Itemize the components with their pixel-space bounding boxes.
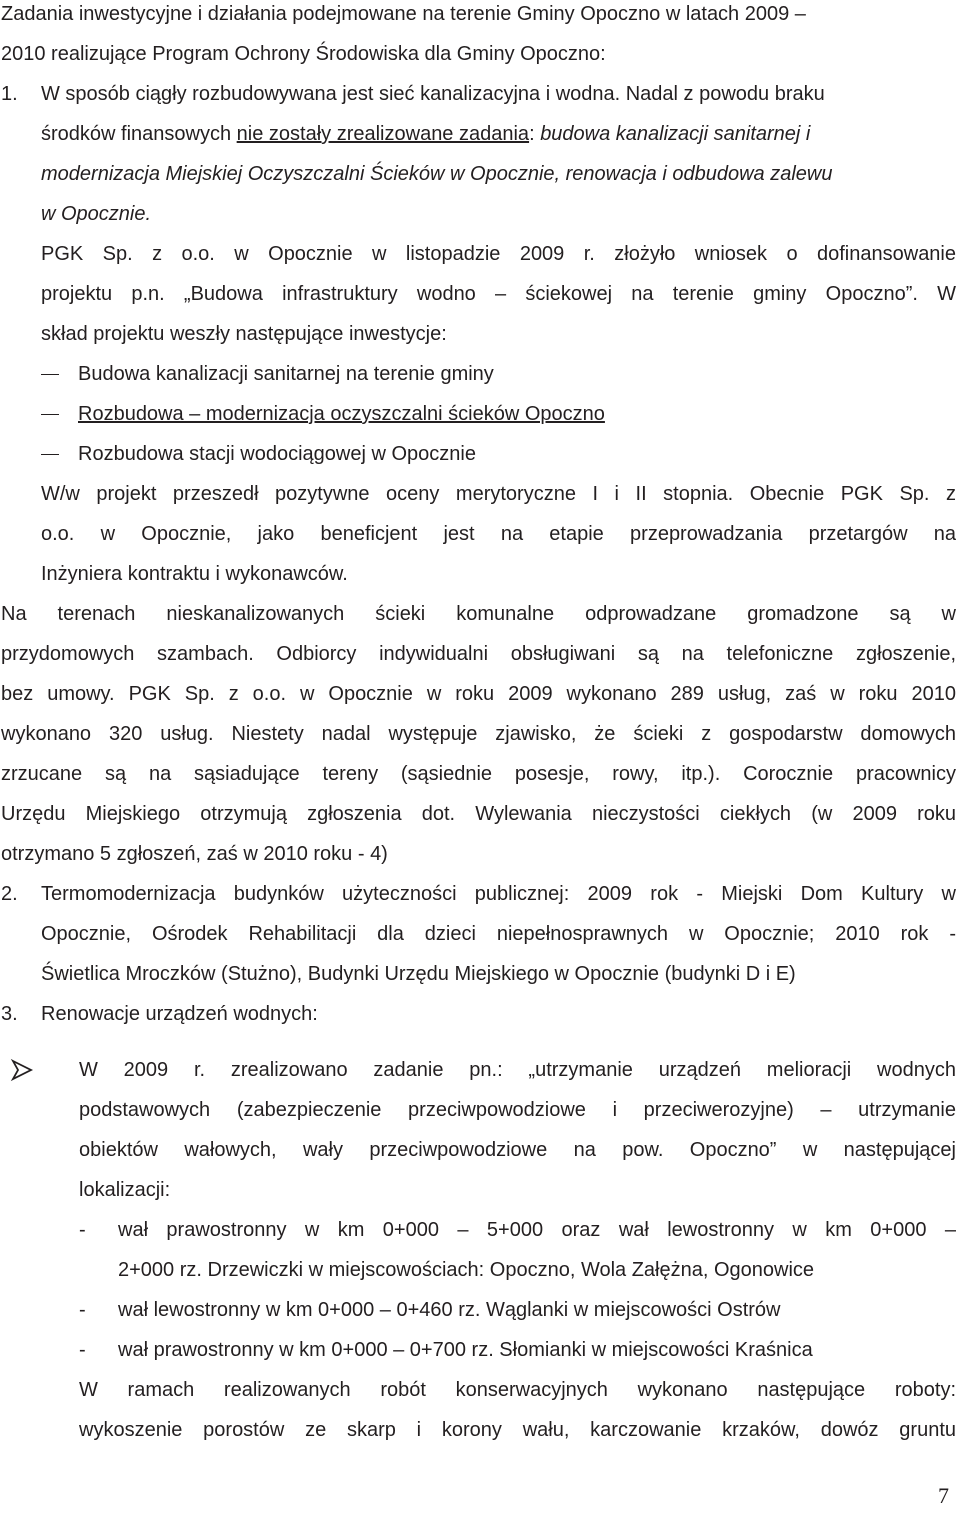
dash-marker-3: [41, 454, 59, 455]
item-1-line-2-d: budowa kanalizacji sanitarnej i: [540, 123, 811, 145]
item-1-line-6: projektu p.n. „Budowa infrastruktury wodno – ściekowej na terenie gminy Opoczno”. W: [41, 283, 956, 305]
item-1-number: 1.: [1, 83, 18, 105]
item-2-line-2: Opocznie, Ośrodek Rehabilitacji dla dzieci niepełnosprawnych w Opocznie; 2010 rok -: [41, 923, 956, 945]
item-3-line-1: Renowacje urządzeń wodnych:: [41, 1003, 318, 1025]
para-line-7: otrzymano 5 zgłoszeń, zaś w 2010 roku - 4): [1, 843, 388, 865]
underlined-phrase: nie zostały zrealizowane zadania: [236, 123, 530, 145]
para-line-6: Urzędu Miejskiego otrzymują zgłoszenia dot. Wylewania nieczystości ciekłych (w 2009 roku: [1, 803, 956, 825]
item-1-line-2: [41, 122, 956, 146]
item-1-line-2-c: :: [529, 123, 541, 145]
item-1-line-2-a: środków finansowych: [41, 123, 237, 145]
hyphen-marker-2: -: [79, 1299, 86, 1321]
item-2-line-3: Świetlica Mroczków (Stużno), Budynki Urzędu Miejskiego w Opocznie (budynki D i E): [41, 963, 796, 985]
para-line-2: przydomowych szambach. Odbiorcy indywidualni obsługiwani są na telefoniczne zgłoszenie,: [1, 643, 956, 665]
para-line-1: Na terenach nieskanalizowanych ścieki komunalne odprowadzane gromadzone są w: [1, 603, 956, 625]
page-number: 7: [938, 1483, 949, 1508]
para-line-3: bez umowy. PGK Sp. z o.o. w Opocznie w roku 2009 wykonano 289 usług, zaś w roku 2010: [1, 683, 956, 705]
intro-line-2: 2010 realizujące Program Ochrony Środowiska dla Gminy Opoczno:: [1, 43, 606, 65]
bullet-line-3: obiektów wałowych, wały przeciwpowodziowe na pow. Opoczno” w następującej: [79, 1139, 956, 1161]
item-1-line-7: skład projektu weszły następujące inwestycje:: [41, 323, 447, 345]
para-line-4: wykonano 320 usług. Niestety nadal występuje zjawisko, że ścieki z gospodarstw domowych: [1, 723, 956, 745]
sub-item-1-line-2: 2+000 rz. Drzewiczki w miejscowościach: Opoczno, Wola Załężna, Ogonowice: [118, 1259, 815, 1281]
item-3-number: 3.: [1, 1003, 18, 1025]
works-line-1: W ramach realizowanych robót konserwacyjnych wykonano następujące roboty:: [79, 1379, 956, 1401]
sub-item-1-line-1: wał prawostronny w km 0+000 – 5+000 oraz wał lewostronny w km 0+000 –: [118, 1219, 956, 1241]
sub-item-2: wał lewostronny w km 0+000 – 0+460 rz. Wąglanki w miejscowości Ostrów: [118, 1299, 781, 1321]
item-1-line-1: W sposób ciągły rozbudowywana jest sieć kanalizacyjna i wodna. Nadal z powodu braku: [41, 83, 825, 105]
item-1-line-3: modernizacja Miejskiej Oczyszczalni Ścieków w Opocznie, renowacja i odbudowa zalewu: [41, 163, 833, 185]
item-1-line-9: o.o. w Opocznie, jako beneficjent jest na etapie przeprowadzania przetargów na: [41, 523, 956, 545]
dash-item-2: Rozbudowa – modernizacja oczyszczalni ścieków Opoczno: [78, 403, 605, 425]
works-line-2: wykoszenie porostów ze skarp i korony wału, karczowanie krzaków, dowóz gruntu: [79, 1419, 956, 1441]
bullet-line-4: lokalizacji:: [79, 1179, 171, 1201]
hyphen-marker-3: -: [79, 1339, 86, 1361]
item-1-line-4: w Opocznie.: [41, 203, 152, 225]
dash-item-3: Rozbudowa stacji wodociągowej w Opocznie: [78, 443, 476, 465]
bullet-line-1: W 2009 r. zrealizowano zadanie pn.: „utrzymanie urządzeń melioracji wodnych: [79, 1059, 956, 1081]
item-1-line-8: W/w projekt przeszedł pozytywne oceny merytoryczne I i II stopnia. Obecnie PGK Sp. z: [41, 483, 956, 505]
hyphen-marker-1: -: [79, 1219, 86, 1241]
dash-marker-2: [41, 414, 59, 415]
item-1-line-5: PGK Sp. z o.o. w Opocznie w listopadzie 2009 r. złożyło wniosek o dofinansowanie: [41, 243, 956, 265]
dash-marker-1: [41, 374, 59, 375]
intro-line-1: Zadania inwestycyjne i działania podejmowane na terenie Gminy Opoczno w latach 2009 –: [1, 3, 806, 25]
sub-item-3: wał prawostronny w km 0+000 – 0+700 rz. Słomianki w miejscowości Kraśnica: [118, 1339, 813, 1361]
para-line-5: zrzucane są na sąsiadujące tereny (sąsiednie posesje, rowy, itp.). Corocznie pracownicy: [1, 763, 956, 785]
item-2-number: 2.: [1, 883, 18, 905]
arrow-bullet-icon: [10, 1058, 34, 1082]
item-2-line-1: Termomodernizacja budynków użyteczności publicznej: 2009 rok - Miejski Dom Kultury w: [41, 883, 956, 905]
bullet-line-2: podstawowych (zabezpieczenie przeciwpowodziowe i przeciwerozyjne) – utrzymanie: [79, 1099, 956, 1121]
item-1-line-10: Inżyniera kontraktu i wykonawców.: [41, 563, 348, 585]
dash-item-1: Budowa kanalizacji sanitarnej na terenie gminy: [78, 363, 494, 385]
